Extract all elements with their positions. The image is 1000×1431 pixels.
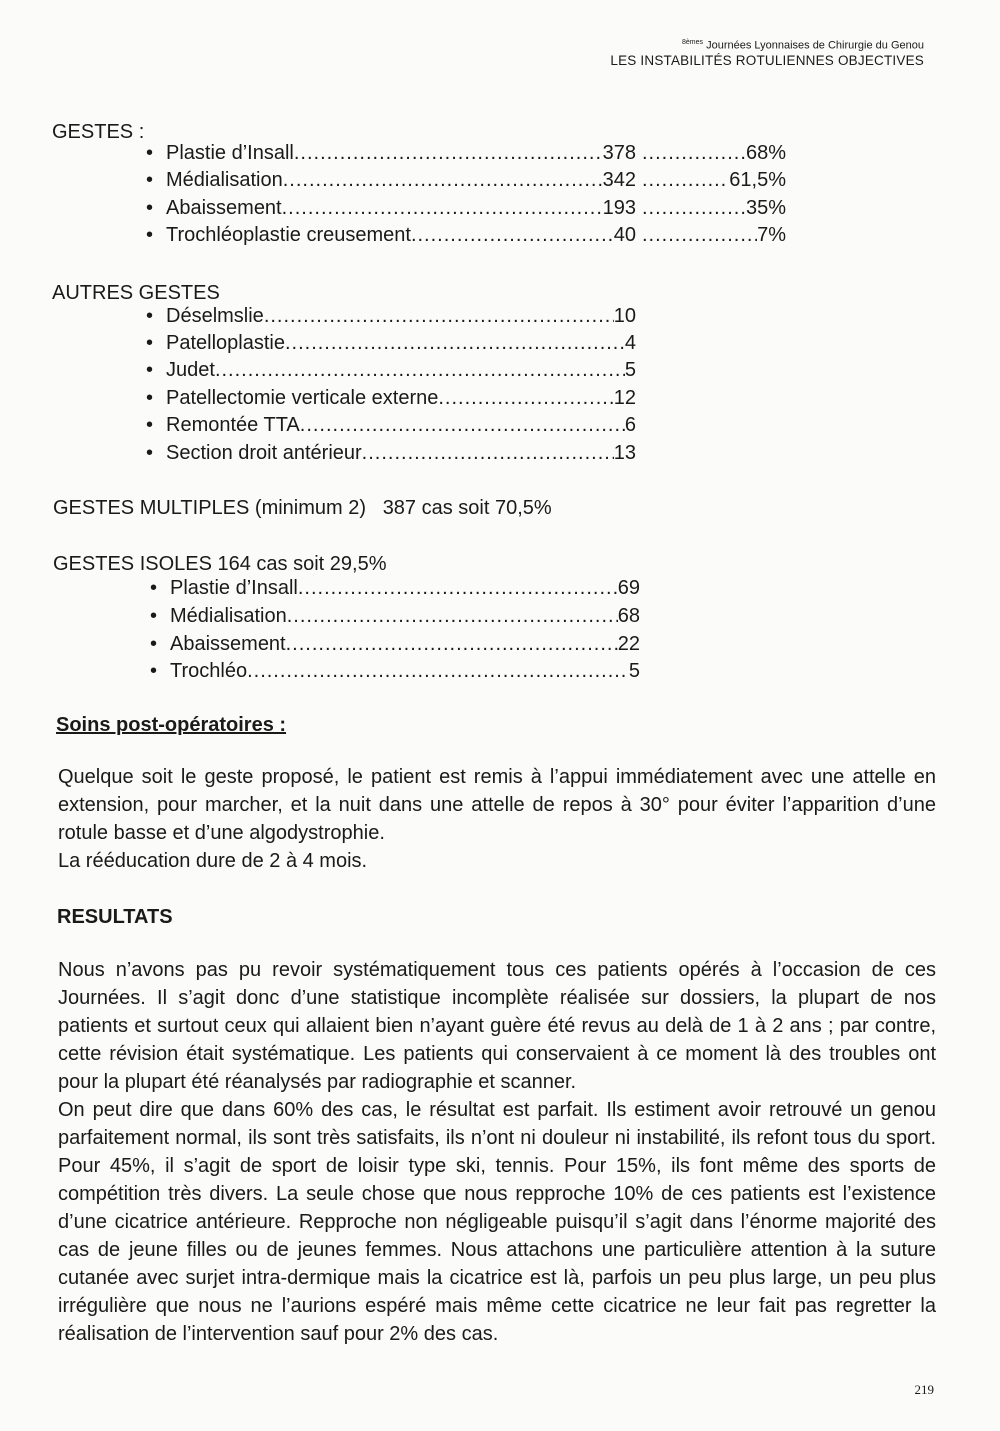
- header-line-1-text: Journées Lyonnaises de Chirurgie du Genou: [703, 39, 924, 52]
- resultats-heading: RESULTATS: [57, 906, 173, 928]
- resultats-body: [58, 956, 936, 1348]
- header-superscript: 8èmes: [682, 39, 704, 46]
- list-item: • Abaissement ..... 22: [150, 631, 640, 657]
- soins-paragraph-1: Quelque soit le geste proposé, le patient est remis à l’appui immédiatement avec une attelle en extension, pour marcher, et la nuit dans une attelle de repos à 30° pour éviter l’apparition d’une rotule basse et d’une algodystrophie.: [58, 766, 936, 844]
- gestes-isoles-title: GESTES ISOLES 164 cas soit 29,5%: [53, 553, 387, 575]
- list-item: • Abaissement ..... 193 ..... 35%: [146, 195, 786, 221]
- soins-heading: Soins post-opératoires :: [56, 714, 287, 736]
- resultats-paragraph-2: On peut dire que dans 60% des cas, le résultat est parfait. Ils estiment avoir retrouvé un genou parfaitement normal, ils sont très satisfaits, ils n’ont ni douleur ni instabilité, ils refont tous du sport. Pour 45%, il s’agit de sport de loisir type ski, tennis. Pour 15%, ils font même des sports de compétition très divers. La seule chose que nous repproche 10% de ces patients est l’existence d’une cicatrice antérieure. Repproche non négligeable puisqu’il s’agit dans l’énorme majorité des cas de jeune filles ou de jeunes femmes. Nous attachons une particulière attention à la suture cutanée avec surjet intra-dermique mais la cicatrice est là, parfois un peu plus large, un peu plus irrégulière que nous ne l’aurions espéré mais même cette cicatrice ne leur fait pas regretter la réalisation de l’intervention sauf pour 2% des cas.: [58, 1099, 936, 1345]
- autres-gestes-title: AUTRES GESTES: [52, 282, 220, 304]
- gestes-title: GESTES :: [52, 121, 145, 143]
- list-item: • Plastie d’Insall ..... 69: [150, 575, 640, 601]
- list-item: • Patelloplastie ..... 4: [146, 330, 636, 356]
- list-item: • Médialisation ..... 68: [150, 603, 640, 629]
- gestes-multiples: GESTES MULTIPLES (minimum 2) 387 cas soit 70,5%: [53, 497, 552, 519]
- header-line-2: LES INSTABILITÉS ROTULIENNES OBJECTIVES: [610, 52, 924, 68]
- running-header: [610, 36, 924, 69]
- list-item: • Trochléo ..... 5: [150, 658, 640, 684]
- list-item: • Déselmslie ..... 10: [146, 303, 636, 329]
- header-line-1: [610, 36, 924, 53]
- soins-paragraph-2: La rééducation dure de 2 à 4 mois.: [58, 850, 368, 872]
- list-item: • Trochléoplastie creusement ..... 40 ..... 7%: [146, 222, 786, 248]
- list-item: • Judet ..... 5: [146, 357, 636, 383]
- list-item: • Section droit antérieur ..... 13: [146, 440, 636, 466]
- list-item: • Remontée TTA ..... 6: [146, 412, 636, 438]
- resultats-paragraph-1: Nous n’avons pas pu revoir systématiquement tous ces patients opérés à l’occasion de ces Journées. Il s’agit donc d’une statistique incomplète réalisée sur dossiers, la plupart de nos patients et surtout ceux qui allaient bien n’ayant guère été revus au delà de 1 à 2 ans ; par contre, cette révision était systématique. Les patients qui conservaient à ce moment là des troubles ont pour la plupart été réanalysés par radiographie et scanner.: [58, 959, 936, 1093]
- list-item: • Patellectomie verticale externe ..... 12: [146, 385, 636, 411]
- list-item: • Médialisation ..... 342 ..... 61,5%: [146, 167, 786, 193]
- soins-body: [58, 763, 936, 875]
- page-number: 219: [914, 1382, 934, 1397]
- list-item: • Plastie d’Insall ..... 378 ..... 68%: [146, 140, 786, 166]
